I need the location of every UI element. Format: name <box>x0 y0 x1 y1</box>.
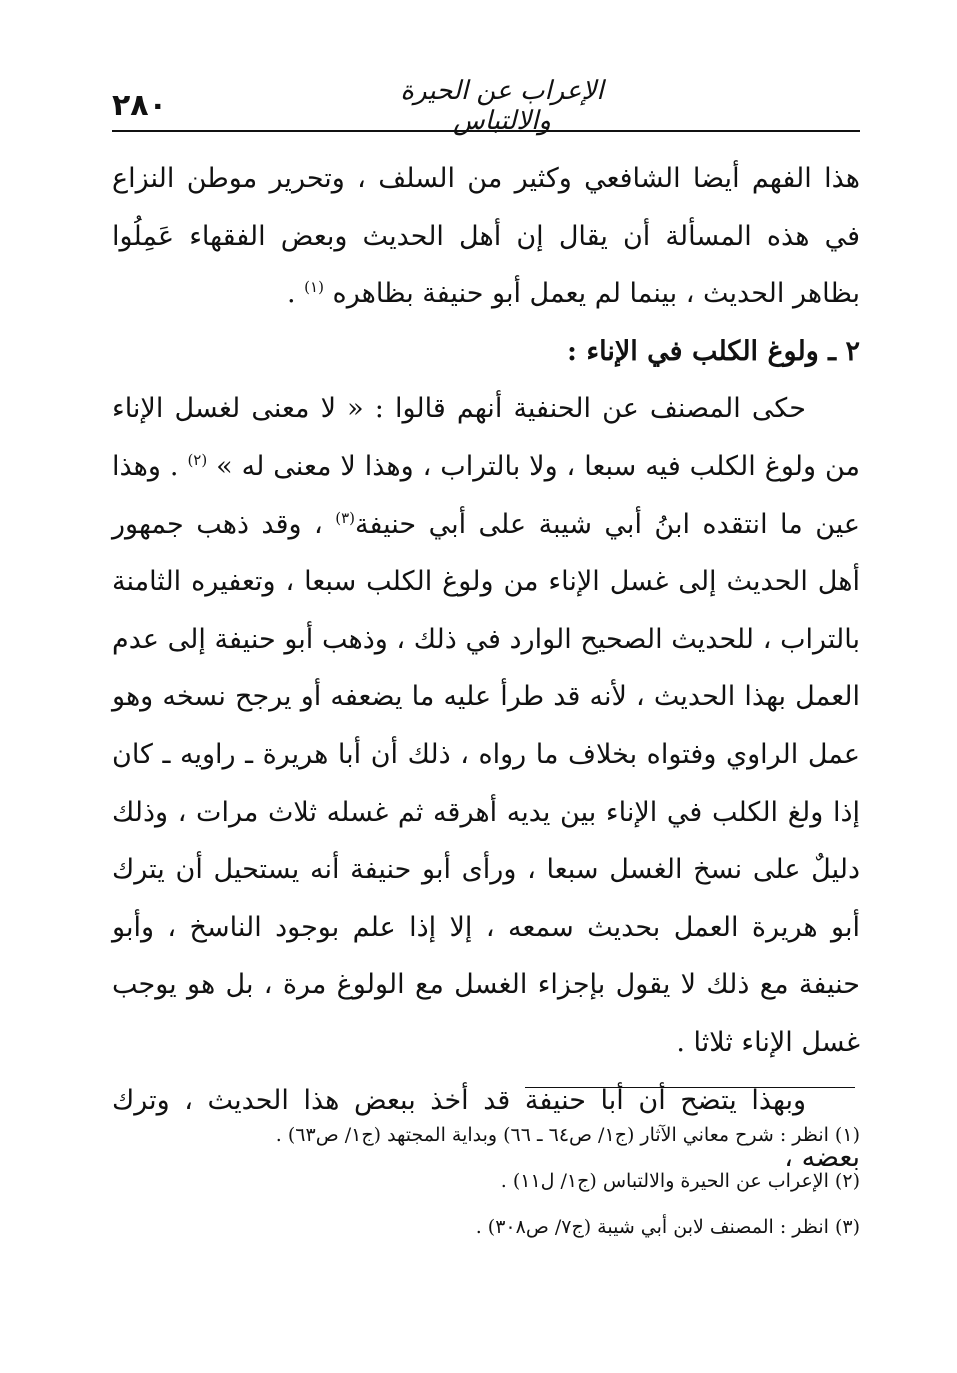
paragraph-2-text-b: . وهذا عين ما انتقده ابنُ أبي شيبة على أبي حنيفة <box>112 450 861 540</box>
section-heading: ٢ ـ ولوغ الكلب في الإناء : <box>567 335 860 367</box>
paragraph-2 <box>112 380 860 1071</box>
footnote-ref-2: (٢) <box>187 450 208 469</box>
paragraph-2-text-c: ، وقد ذهب جمهور أهل الحديث إلى غسل الإناء من ولوغ الكلب سبعا ، وتعفيره الثامنة بالتراب ، للحديث الصحيح الوارد في ذلك ، وذهب أبو حنيفة إلى عدم العمل بهذا الحديث ، لأنه قد طرأ عليه ما يضعفه أو يرجح نسخه وهو عمل الراوي وفتواه بخلاف ما رواه ، ذلك أن أبا هريرة ـ راويه ـ كان إذا ولغ الكلب في الإناء بين يديه أهرقه ثم غسله ثلاث مرات ، وذلك دليلٌ على نسخ الغسل سبعا ، ورأى أبو حنيفة أنه يستحيل أن يترك أبو هريرة العمل بحديث سمعه ، إلا إذا علم بوجود الناسخ ، وأبو حنيفة مع ذلك لا يقول بإجزاء الغسل مع الولوغ مرة ، بل هو يوجب غسل الإناء ثلاثا . <box>112 508 860 1058</box>
footnote-ref-1: (١) <box>304 278 324 297</box>
footnotes <box>112 1112 860 1250</box>
paragraph-3-text: وبهذا يتضح أن أبا حنيفة قد أخذ ببعض هذا الحديث ، وترك بعضه ، <box>112 1084 860 1174</box>
paragraph-1-text: هذا الفهم أيضا الشافعي وكثير من السلف ، وتحرير موطن النزاع في هذه المسألة أن يقال إن أهل الحديث وبعض الفقهاء عَمِلُوا بظاهر الحديث ، بينما لم يعمل أبو حنيفة بظاهره <box>112 163 860 310</box>
footnote-3: (٣) انظر : المصنف لابن أبي شيبة (ج٧/ ص٣٠٨) . <box>475 1216 860 1238</box>
footnote-separator <box>525 1087 855 1088</box>
paragraph-1-end: . <box>287 278 305 310</box>
page-header <box>112 70 860 136</box>
page-number: ٢٨٠ <box>112 88 167 123</box>
main-text <box>112 150 860 1187</box>
paragraph-1 <box>112 150 860 323</box>
footnote-ref-3: (٣) <box>335 508 355 527</box>
footnote-2: (٢) الإعراب عن الحيرة والالتباس (ج١/ ل١١) . <box>500 1170 860 1192</box>
header-rule <box>112 130 860 132</box>
running-title: الإعراب عن الحيرة والالتباس <box>400 76 604 136</box>
paragraph-2-text-a: حكى المصنف عن الحنفية أنهم قالوا : « لا معنى لغسل الإناء من ولوغ الكلب فيه سبعا ، ولا بالتراب ، وهذا لا معنى له » <box>112 393 860 482</box>
footnote-1: (١) انظر : شرح معاني الآثار (ج١/ ص٦٤ ـ ٦٦) وبداية المجتهد (ج١/ ص٦٣) . <box>275 1124 860 1146</box>
